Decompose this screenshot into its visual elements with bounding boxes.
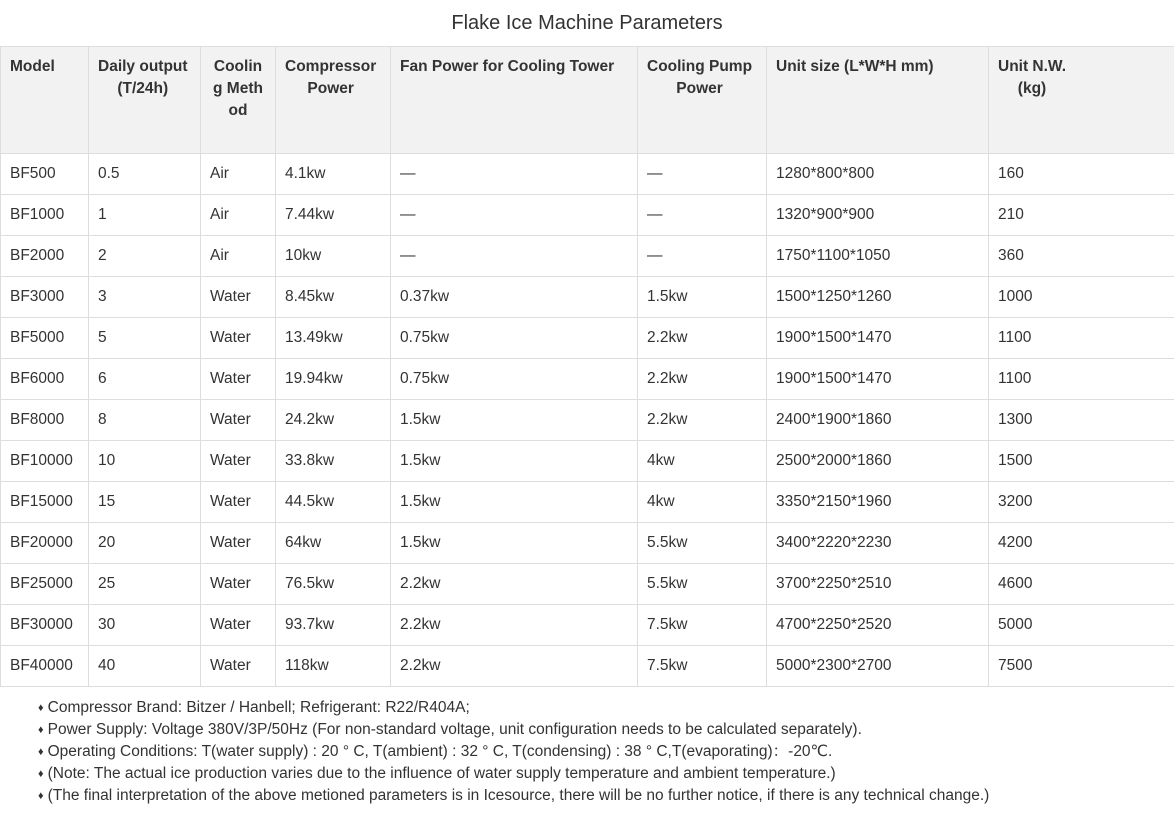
cell-unit-size: 2500*2000*1860 xyxy=(767,441,989,482)
header-pump-line2: Power xyxy=(676,80,723,97)
cell-fan-power: 2.2kw xyxy=(391,605,638,646)
cell-pump-power: 7.5kw xyxy=(638,605,767,646)
cell-cooling-method: Water xyxy=(201,605,276,646)
cell-unit-size: 3700*2250*2510 xyxy=(767,564,989,605)
note-item xyxy=(38,741,1174,763)
header-daily-output xyxy=(89,47,201,154)
cell-daily-output: 10 xyxy=(89,441,201,482)
diamond-bullet-icon: ♦ xyxy=(38,724,44,736)
header-compressor-line2: Power xyxy=(307,80,354,97)
cell-cooling-method: Water xyxy=(201,318,276,359)
header-cooling-method xyxy=(201,47,276,154)
cell-daily-output: 3 xyxy=(89,277,201,318)
cell-daily-output: 30 xyxy=(89,605,201,646)
cell-compressor-power: 7.44kw xyxy=(276,195,391,236)
cell-unit-size: 1900*1500*1470 xyxy=(767,359,989,400)
note-item xyxy=(38,697,1174,719)
cell-pump-power: — xyxy=(638,154,767,195)
header-unit-weight xyxy=(989,47,1174,154)
cell-unit-weight: 3200 xyxy=(989,482,1174,523)
notes-list xyxy=(38,697,1174,807)
table-row xyxy=(1,277,1174,318)
diamond-bullet-icon: ♦ xyxy=(38,790,44,802)
cell-cooling-method: Air xyxy=(201,154,276,195)
cell-unit-weight: 1500 xyxy=(989,441,1174,482)
cell-unit-size: 1320*900*900 xyxy=(767,195,989,236)
cell-fan-power: 2.2kw xyxy=(391,646,638,687)
table-row xyxy=(1,318,1174,359)
cell-cooling-method: Water xyxy=(201,277,276,318)
cell-compressor-power: 64kw xyxy=(276,523,391,564)
cell-fan-power: — xyxy=(391,195,638,236)
cell-compressor-power: 8.45kw xyxy=(276,277,391,318)
cell-compressor-power: 24.2kw xyxy=(276,400,391,441)
table-row xyxy=(1,359,1174,400)
cell-pump-power: 7.5kw xyxy=(638,646,767,687)
cell-cooling-method: Air xyxy=(201,195,276,236)
cell-unit-size: 3350*2150*1960 xyxy=(767,482,989,523)
cell-model: BF30000 xyxy=(1,605,89,646)
diamond-bullet-icon: ♦ xyxy=(38,702,44,714)
header-compressor-power xyxy=(276,47,391,154)
cell-unit-size: 1280*800*800 xyxy=(767,154,989,195)
cell-cooling-method: Water xyxy=(201,523,276,564)
cell-model: BF10000 xyxy=(1,441,89,482)
cell-pump-power: 2.2kw xyxy=(638,400,767,441)
cell-cooling-method: Water xyxy=(201,441,276,482)
cell-model: BF6000 xyxy=(1,359,89,400)
table-row xyxy=(1,236,1174,277)
header-daily-output-line2: (T/24h) xyxy=(117,80,169,97)
note-item xyxy=(38,719,1174,741)
cell-model: BF25000 xyxy=(1,564,89,605)
cell-model: BF1000 xyxy=(1,195,89,236)
cell-unit-weight: 1300 xyxy=(989,400,1174,441)
header-weight-line1: Unit N.W. xyxy=(998,58,1067,75)
cell-unit-size: 2400*1900*1860 xyxy=(767,400,989,441)
note-item xyxy=(38,763,1174,785)
parameters-table xyxy=(0,46,1174,687)
cell-pump-power: 1.5kw xyxy=(638,277,767,318)
header-model xyxy=(1,47,89,154)
table-row xyxy=(1,154,1174,195)
cell-unit-size: 4700*2250*2520 xyxy=(767,605,989,646)
cell-fan-power: 0.37kw xyxy=(391,277,638,318)
header-fan-power xyxy=(391,47,638,154)
cell-daily-output: 20 xyxy=(89,523,201,564)
cell-unit-weight: 4200 xyxy=(989,523,1174,564)
header-model-label: Model xyxy=(10,58,55,75)
cell-unit-weight: 4600 xyxy=(989,564,1174,605)
cell-fan-power: 1.5kw xyxy=(391,441,638,482)
table-body xyxy=(1,154,1174,687)
cell-unit-weight: 5000 xyxy=(989,605,1174,646)
note-text: (Note: The actual ice production varies due to the influence of water supply temperature and ambient temperature.) xyxy=(47,765,836,782)
cell-fan-power: 1.5kw xyxy=(391,482,638,523)
diamond-bullet-icon: ♦ xyxy=(38,746,44,758)
note-text: Power Supply: Voltage 380V/3P/50Hz (For non-standard voltage, unit configuration needs to be calculated separately). xyxy=(47,721,862,738)
table-row xyxy=(1,564,1174,605)
cell-daily-output: 6 xyxy=(89,359,201,400)
cell-pump-power: 4kw xyxy=(638,441,767,482)
cell-compressor-power: 33.8kw xyxy=(276,441,391,482)
cell-unit-weight: 160 xyxy=(989,154,1174,195)
cell-cooling-method: Water xyxy=(201,400,276,441)
cell-cooling-method: Air xyxy=(201,236,276,277)
table-row xyxy=(1,605,1174,646)
header-fan-power-label: Fan Power for Cooling Tower xyxy=(400,58,615,75)
cell-daily-output: 40 xyxy=(89,646,201,687)
cell-compressor-power: 4.1kw xyxy=(276,154,391,195)
cell-compressor-power: 118kw xyxy=(276,646,391,687)
header-pump-line1: Cooling Pump xyxy=(647,58,753,75)
cell-unit-weight: 1100 xyxy=(989,359,1174,400)
cell-fan-power: 2.2kw xyxy=(391,564,638,605)
note-text: (The final interpretation of the above metioned parameters is in Icesource, there will be no further notice, if there is any technical change.) xyxy=(47,787,990,804)
cell-daily-output: 8 xyxy=(89,400,201,441)
cell-unit-weight: 7500 xyxy=(989,646,1174,687)
table-row xyxy=(1,195,1174,236)
header-cooling-method-label: Cooling Method xyxy=(213,58,263,119)
cell-unit-size: 3400*2220*2230 xyxy=(767,523,989,564)
header-cooling-pump-power xyxy=(638,47,767,154)
cell-unit-size: 1500*1250*1260 xyxy=(767,277,989,318)
cell-model: BF40000 xyxy=(1,646,89,687)
cell-pump-power: 5.5kw xyxy=(638,523,767,564)
cell-compressor-power: 76.5kw xyxy=(276,564,391,605)
cell-daily-output: 25 xyxy=(89,564,201,605)
cell-pump-power: 5.5kw xyxy=(638,564,767,605)
cell-model: BF500 xyxy=(1,154,89,195)
diamond-bullet-icon: ♦ xyxy=(38,768,44,780)
cell-unit-size: 5000*2300*2700 xyxy=(767,646,989,687)
cell-model: BF3000 xyxy=(1,277,89,318)
cell-compressor-power: 19.94kw xyxy=(276,359,391,400)
cell-pump-power: 2.2kw xyxy=(638,359,767,400)
table-row xyxy=(1,400,1174,441)
header-daily-output-line1: Daily output xyxy=(98,58,188,75)
cell-unit-weight: 360 xyxy=(989,236,1174,277)
table-row xyxy=(1,441,1174,482)
note-text: Operating Conditions: T(water supply) : 20 ° C, T(ambient) : 32 ° C, T(condensing) : 38 ° C,T(evaporating)：-20℃. xyxy=(47,743,833,760)
cell-compressor-power: 44.5kw xyxy=(276,482,391,523)
cell-daily-output: 1 xyxy=(89,195,201,236)
cell-compressor-power: 10kw xyxy=(276,236,391,277)
table-row xyxy=(1,523,1174,564)
cell-model: BF5000 xyxy=(1,318,89,359)
cell-fan-power: — xyxy=(391,236,638,277)
cell-fan-power: — xyxy=(391,154,638,195)
header-compressor-line1: Compressor xyxy=(285,58,377,75)
cell-model: BF20000 xyxy=(1,523,89,564)
table-title: Flake Ice Machine Parameters xyxy=(451,12,723,34)
cell-pump-power: — xyxy=(638,236,767,277)
cell-daily-output: 2 xyxy=(89,236,201,277)
cell-pump-power: — xyxy=(638,195,767,236)
cell-cooling-method: Water xyxy=(201,564,276,605)
cell-compressor-power: 93.7kw xyxy=(276,605,391,646)
cell-unit-weight: 1100 xyxy=(989,318,1174,359)
header-row xyxy=(1,47,1174,154)
cell-fan-power: 1.5kw xyxy=(391,523,638,564)
cell-daily-output: 5 xyxy=(89,318,201,359)
note-item xyxy=(38,785,1174,807)
cell-compressor-power: 13.49kw xyxy=(276,318,391,359)
table-row xyxy=(1,482,1174,523)
cell-cooling-method: Water xyxy=(201,646,276,687)
note-text: Compressor Brand: Bitzer / Hanbell; Refrigerant: R22/R404A; xyxy=(47,699,470,716)
cell-fan-power: 1.5kw xyxy=(391,400,638,441)
cell-unit-size: 1900*1500*1470 xyxy=(767,318,989,359)
header-unit-size-label: Unit size (L*W*H mm) xyxy=(776,58,934,75)
cell-fan-power: 0.75kw xyxy=(391,318,638,359)
cell-unit-weight: 210 xyxy=(989,195,1174,236)
cell-unit-size: 1750*1100*1050 xyxy=(767,236,989,277)
header-weight-line2: (kg) xyxy=(1017,80,1047,97)
header-unit-size xyxy=(767,47,989,154)
cell-model: BF2000 xyxy=(1,236,89,277)
cell-pump-power: 2.2kw xyxy=(638,318,767,359)
table-row xyxy=(1,646,1174,687)
cell-pump-power: 4kw xyxy=(638,482,767,523)
cell-fan-power: 0.75kw xyxy=(391,359,638,400)
cell-cooling-method: Water xyxy=(201,359,276,400)
cell-model: BF15000 xyxy=(1,482,89,523)
cell-unit-weight: 1000 xyxy=(989,277,1174,318)
cell-cooling-method: Water xyxy=(201,482,276,523)
cell-daily-output: 15 xyxy=(89,482,201,523)
cell-daily-output: 0.5 xyxy=(89,154,201,195)
cell-model: BF8000 xyxy=(1,400,89,441)
